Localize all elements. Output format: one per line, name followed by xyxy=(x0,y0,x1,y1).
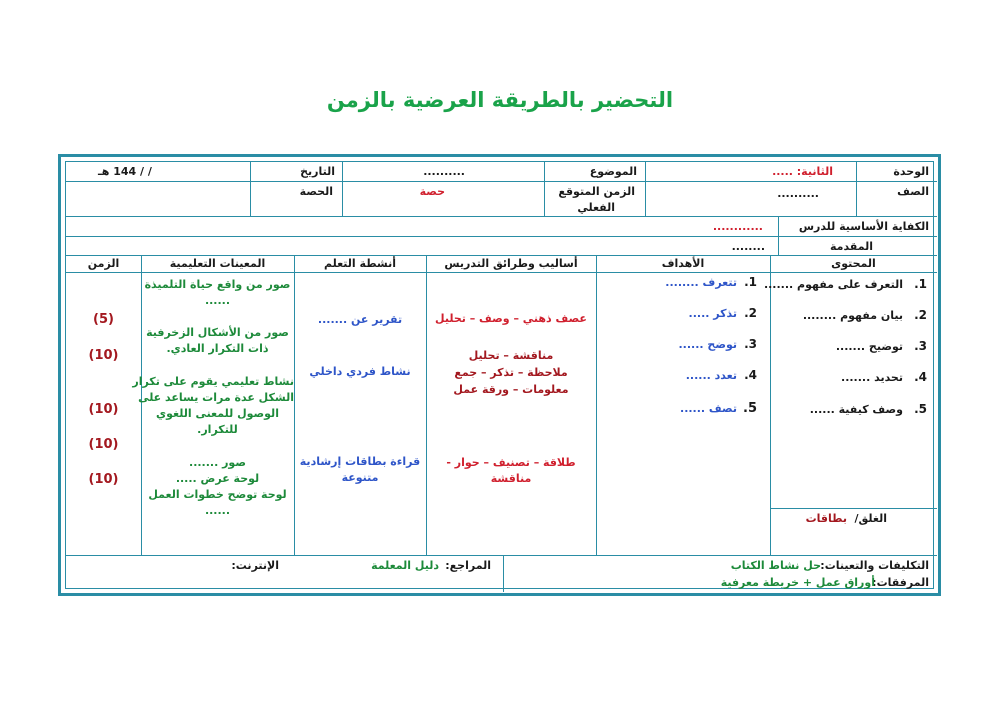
period-label: الحصة xyxy=(299,185,333,198)
objective-num: 2. xyxy=(744,306,757,320)
unit-value: الثانية: ..... xyxy=(772,165,833,178)
col-header-methods: أساليب وطرائق التدريس xyxy=(444,257,578,270)
objective-num: 3. xyxy=(744,337,757,351)
content-num: 3. xyxy=(914,339,927,353)
col-header-time: الزمن xyxy=(87,257,120,270)
date-value: / / 144 هـ xyxy=(98,165,152,178)
attachments-value: أوراق عمل + خريطة معرفية xyxy=(720,576,875,589)
col-divider xyxy=(645,162,646,216)
lesson-plan-table xyxy=(65,161,934,589)
period-value: حصة xyxy=(419,185,445,198)
row-divider xyxy=(66,181,937,182)
col-header-aids: المعينات التعليمية xyxy=(169,257,266,270)
activity-line: متنوعة xyxy=(341,471,379,484)
objective-item: تذكر ..... xyxy=(688,307,737,320)
col-divider xyxy=(503,555,504,592)
aid-line: الشكل عدة مرات يساعد على xyxy=(138,391,294,404)
objective-item: تصف ...... xyxy=(680,402,737,415)
competency-label: الكفاية الأساسية للدرس xyxy=(798,220,929,233)
aid-line: ذات التكرار العادي. xyxy=(166,342,269,355)
content-item: توضيح ....... xyxy=(835,340,903,353)
content-item: تحديد ....... xyxy=(841,371,903,384)
aid-line: الوصول للمعنى اللغوي xyxy=(156,407,279,420)
time-value: (10) xyxy=(88,472,119,487)
topic-value: .......... xyxy=(423,165,465,178)
aid-line: صور ....... xyxy=(189,456,246,469)
row-divider xyxy=(66,555,937,556)
closure-label: الغلق/ xyxy=(854,512,887,525)
assignments-label: التكليفات والتعينات: xyxy=(820,559,929,572)
objective-item: تتعرف ........ xyxy=(665,276,737,289)
objective-num: 1. xyxy=(744,275,757,289)
aid-line: ...... xyxy=(204,294,231,307)
page-title: التحضير بالطريقة العرضية بالزمن xyxy=(326,88,674,112)
objective-num: 5. xyxy=(743,401,757,416)
time-value: (10) xyxy=(88,402,119,417)
col-divider xyxy=(250,162,251,216)
unit-label: الوحدة xyxy=(893,165,929,178)
time-value: (10) xyxy=(88,348,119,363)
aid-line: ...... xyxy=(204,504,231,517)
method-line: مناقشة – تحليل xyxy=(468,349,554,362)
col-divider xyxy=(778,216,779,255)
content-item: التعرف على مفهوم ....... xyxy=(763,278,903,291)
aid-line: صور من الأشكال الزخرفية xyxy=(146,326,289,339)
references-label: المراجع: xyxy=(445,559,491,572)
date-label: التاريخ xyxy=(300,165,335,178)
aid-line: لوحة توضح خطوات العمل xyxy=(148,488,287,501)
attachments-label: المرفقات: xyxy=(872,576,929,589)
time-value: (10) xyxy=(88,437,119,452)
content-item: بيان مفهوم ........ xyxy=(802,309,903,322)
method-line: طلاقة – تصنيف – حوار - xyxy=(446,456,576,469)
method-line: عصف ذهني – وصف – تحليل xyxy=(435,312,587,325)
content-num: 1. xyxy=(914,277,927,291)
activity-line: تقرير عن ....... xyxy=(317,313,403,326)
col-divider xyxy=(426,255,427,555)
aid-line: للتكرار. xyxy=(197,423,238,436)
content-item: وصف كيفية ...... xyxy=(809,403,903,416)
col-header-activities: أنشطة التعلم xyxy=(323,257,397,270)
col-divider xyxy=(596,255,597,555)
aid-line: صور من واقع حياة التلميذة xyxy=(144,278,291,291)
col-header-content: المحتوى xyxy=(831,257,876,270)
references-value: دليل المعلمة xyxy=(371,559,439,572)
closure-value: بطاقات xyxy=(805,512,847,525)
row-divider xyxy=(66,236,937,237)
class-label: الصف xyxy=(897,185,929,198)
competency-value: ............ xyxy=(712,220,763,233)
row-divider xyxy=(770,508,937,509)
method-line: مناقشة xyxy=(490,472,532,485)
class-value: .......... xyxy=(777,187,819,200)
col-divider xyxy=(770,255,771,555)
activity-line: نشاط فردي داخلي xyxy=(309,365,411,378)
row-divider xyxy=(66,272,937,273)
content-num: 4. xyxy=(914,370,927,384)
content-num: 5. xyxy=(914,402,927,416)
activity-line: قراءة بطاقات إرشادية xyxy=(299,455,421,468)
intro-label: المقدمة xyxy=(829,240,873,253)
aid-line: لوحة عرض ..... xyxy=(175,472,260,485)
objective-item: تعدد ...... xyxy=(685,369,737,382)
expected-time-label: الزمن المتوقع xyxy=(558,185,635,198)
time-value: (5) xyxy=(93,312,114,327)
objective-item: توضح ...... xyxy=(678,338,737,351)
assignments-value: حل نشاط الكتاب xyxy=(730,559,821,572)
aid-line: نشاط تعليمي يقوم على تكرار xyxy=(132,375,294,388)
topic-label: الموضوع xyxy=(589,165,637,178)
content-num: 2. xyxy=(914,308,927,322)
col-divider xyxy=(544,162,545,216)
lesson-plan-frame xyxy=(58,154,941,596)
row-divider xyxy=(66,216,937,217)
actual-time-label: الفعلي xyxy=(577,201,615,214)
col-divider xyxy=(342,162,343,216)
col-divider xyxy=(856,162,857,216)
internet-label: الإنترنت: xyxy=(231,559,279,572)
col-divider xyxy=(294,255,295,555)
intro-value: ........ xyxy=(731,240,765,253)
col-header-objectives: الأهداف xyxy=(661,257,705,270)
objective-num: 4. xyxy=(744,368,757,382)
method-line: ملاحظة – تذكر – جمع xyxy=(454,366,568,379)
method-line: معلومات – ورقة عمل xyxy=(453,383,569,396)
